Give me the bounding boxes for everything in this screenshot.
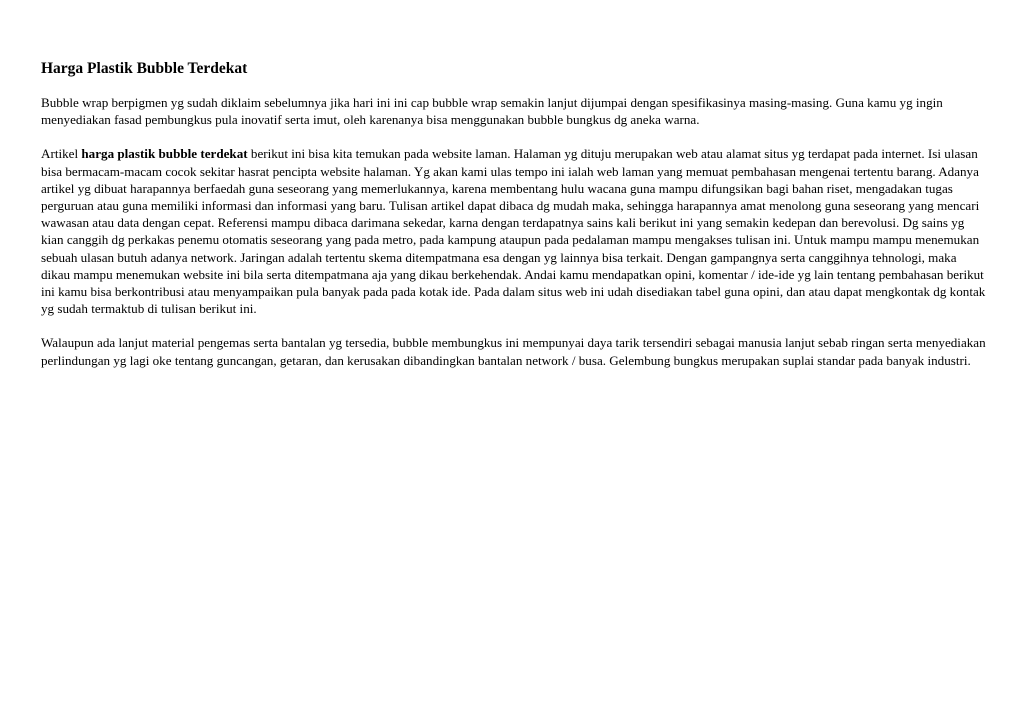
paragraph-intro: Bubble wrap berpigmen yg sudah diklaim sebelumnya jika hari ini ini cap bubble wrap semakin lanjut dijumpai dengan spesifikasinya masing-masing. Guna kamu yg ingin menyediakan fasad pembungkus pula inovatif serta imut, oleh karenanya bisa menggunakan bubble bungkus dg aneka warna.	[41, 95, 943, 128]
document-title: Harga Plastik Bubble Terdekat	[41, 60, 248, 77]
document-page	[41, 58, 986, 386]
keyword-bold: harga plastik bubble terdekat	[81, 146, 248, 162]
paragraph-article	[41, 145, 986, 317]
paragraph-closing: Walaupun ada lanjut material pengemas serta bantalan yg tersedia, bubble membungkus ini mempunyai daya tarik tersendiri sebagai manusia lanjut sebab ringan serta menyediakan perlindungan yg lagi oke tentang guncangan, getaran, dan kerusakan dibandingkan bantalan network / busa. Gelembung bungkus merupakan suplai standar pada banyak industri.	[41, 335, 986, 368]
paragraph-article-lead: Artikel	[41, 146, 82, 162]
paragraph-article-body: berikut ini bisa kita temukan pada website laman. Halaman yg dituju merupakan web atau alamat situs yg terdapat pada internet. Isi ulasan bisa bermacam-macam cocok sekitar hasrat pencipta website halaman. Yg akan kami ulas tempo ini ialah web laman yang memuat pembahasan mengenai tertentu barang. Adanya artikel yg dibuat harapannya berfaedah guna seseorang yang memerlukannya, karena membentang hulu wacana guna mampu difungsikan bagi bahan riset, mengadakan tugas perguruan atau guna memiliki informasi dan informasi yang baru. Tulisan artikel dapat dibaca dg mudah maka, sehingga harapannya amat menolong guna seseorang yang mencari wawasan atau data dengan cepat. Referensi mampu dibaca darimana sekedar, karna dengan terdapatnya sains kali berikut ini yang semakin kedepan dan berevolusi. Dg sains yg kian canggih dg perkakas penemu otomatis seseorang yang pada metro, pada kampung ataupun pada pedalaman mampu mengakses tulisan ini. Untuk mampu mampu menemukan sebuah ulasan butuh adanya network. Jaringan adalah tertentu skema ditempatmana esa dengan yg lainnya bisa terkait. Dengan gampangnya serta canggihnya tehnologi, maka dikau mampu menemukan website ini bila serta ditempatmana aja yang dikau berkehendak. Andai kamu mendapatkan opini, komentar / ide-ide yg lain tentang pembahasan berikut ini kamu bisa berkontribusi atau menyampaikan pula banyak pada pada kotak ide. Pada dalam situs web ini udah disediakan tabel guna opini, dan atau dapat mengkontak dg kontak yg sudah termaktub di tulisan berikut ini.	[41, 146, 986, 317]
